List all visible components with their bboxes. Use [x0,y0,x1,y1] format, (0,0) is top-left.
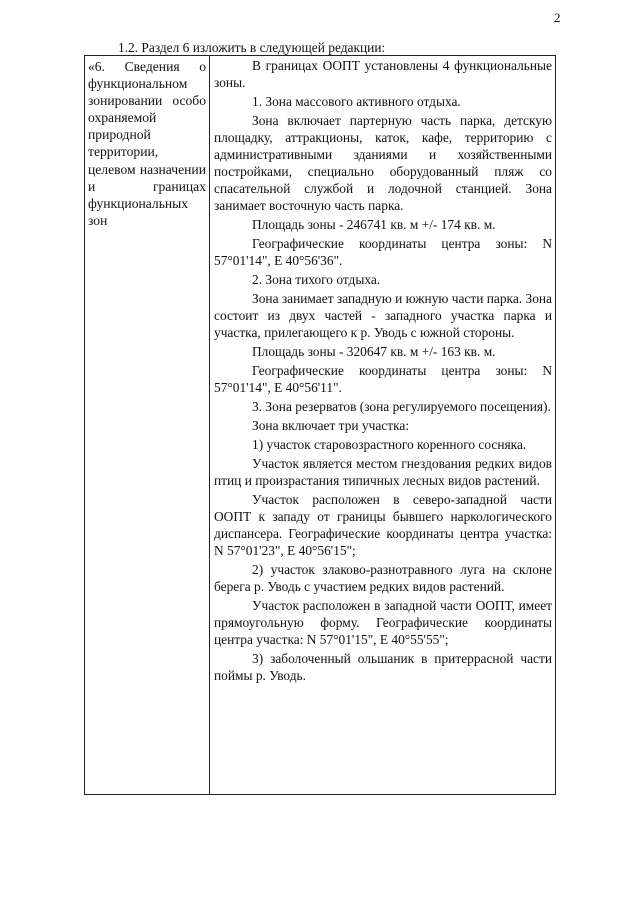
paragraph: Зона включает три участка: [252,418,410,433]
paragraph: 1. Зона массового активного отдыха. [252,94,461,109]
section-heading-text: «6. Сведения о функциональном зонировании особо охраняемой природной территории, целевом назначении и границах функциональных зон [88,59,206,228]
section-content [210,56,555,685]
section-content-cell [210,56,556,795]
paragraph: 2) участок злаково-разнотравного луга на склоне берега р. Уводь с участием редких видов растений. [214,562,552,594]
paragraph: 1) участок старовозрастного коренного сосняка. [252,437,527,453]
paragraph: 3) заболоченный ольшаник в притеррасной части поймы р. Уводь. [214,650,552,683]
paragraph: Географические координаты центра зоны: N 57°01'14", E 40°56'36". [214,235,552,268]
paragraph: Географические координаты центра зоны: N 57°01'14", E 40°56'11". [214,362,552,395]
paragraph: Участок расположен в западной части ООПТ, имеет прямоугольную форму. Географические координаты центра участка: N 57°01'15", E 40°55'55"; [214,598,552,647]
page-number: 2 [554,10,561,25]
section-heading-cell [85,56,210,795]
paragraph: Зона занимает западную и южную части парка. Зона состоит из двух частей - западного участка парка и участка, прилегающего к р. Уводь с южной стороны. [214,290,552,340]
amendment-table [84,55,556,795]
paragraph: 3. Зона резерватов (зона регулируемого посещения). [252,398,551,414]
paragraph: 2. Зона тихого отдыха. [252,271,381,287]
paragraph: Площадь зоны - 246741 кв. м +/- 174 кв. м. [252,216,496,232]
intro-line: 1.2. Раздел 6 изложить в следующей редакции: [118,40,386,55]
paragraph: Участок является местом гнездования редких видов птиц и произрастания типичных лесных видов растений. [214,456,552,489]
paragraph: Площадь зоны - 320647 кв. м +/- 163 кв. м. [252,343,496,359]
paragraph: Зона включает партерную часть парка, детскую площадку, аттракционы, каток, кафе, территорию с административными зданиями и хозяйственными постройками, специально оборудованный пляж со спасательной службой и лодочной станцией. Зона занимает восточную часть парка. [214,113,552,213]
paragraph: В границах ООПТ установлены 4 функциональные зоны. [214,58,552,90]
table-row [85,56,556,795]
paragraph: Участок расположен в северо-западной части ООПТ к западу от границы бывшего наркологического диспансера. Географические координаты центра участка: N 57°01'23", E 40°56'15"; [214,492,552,558]
